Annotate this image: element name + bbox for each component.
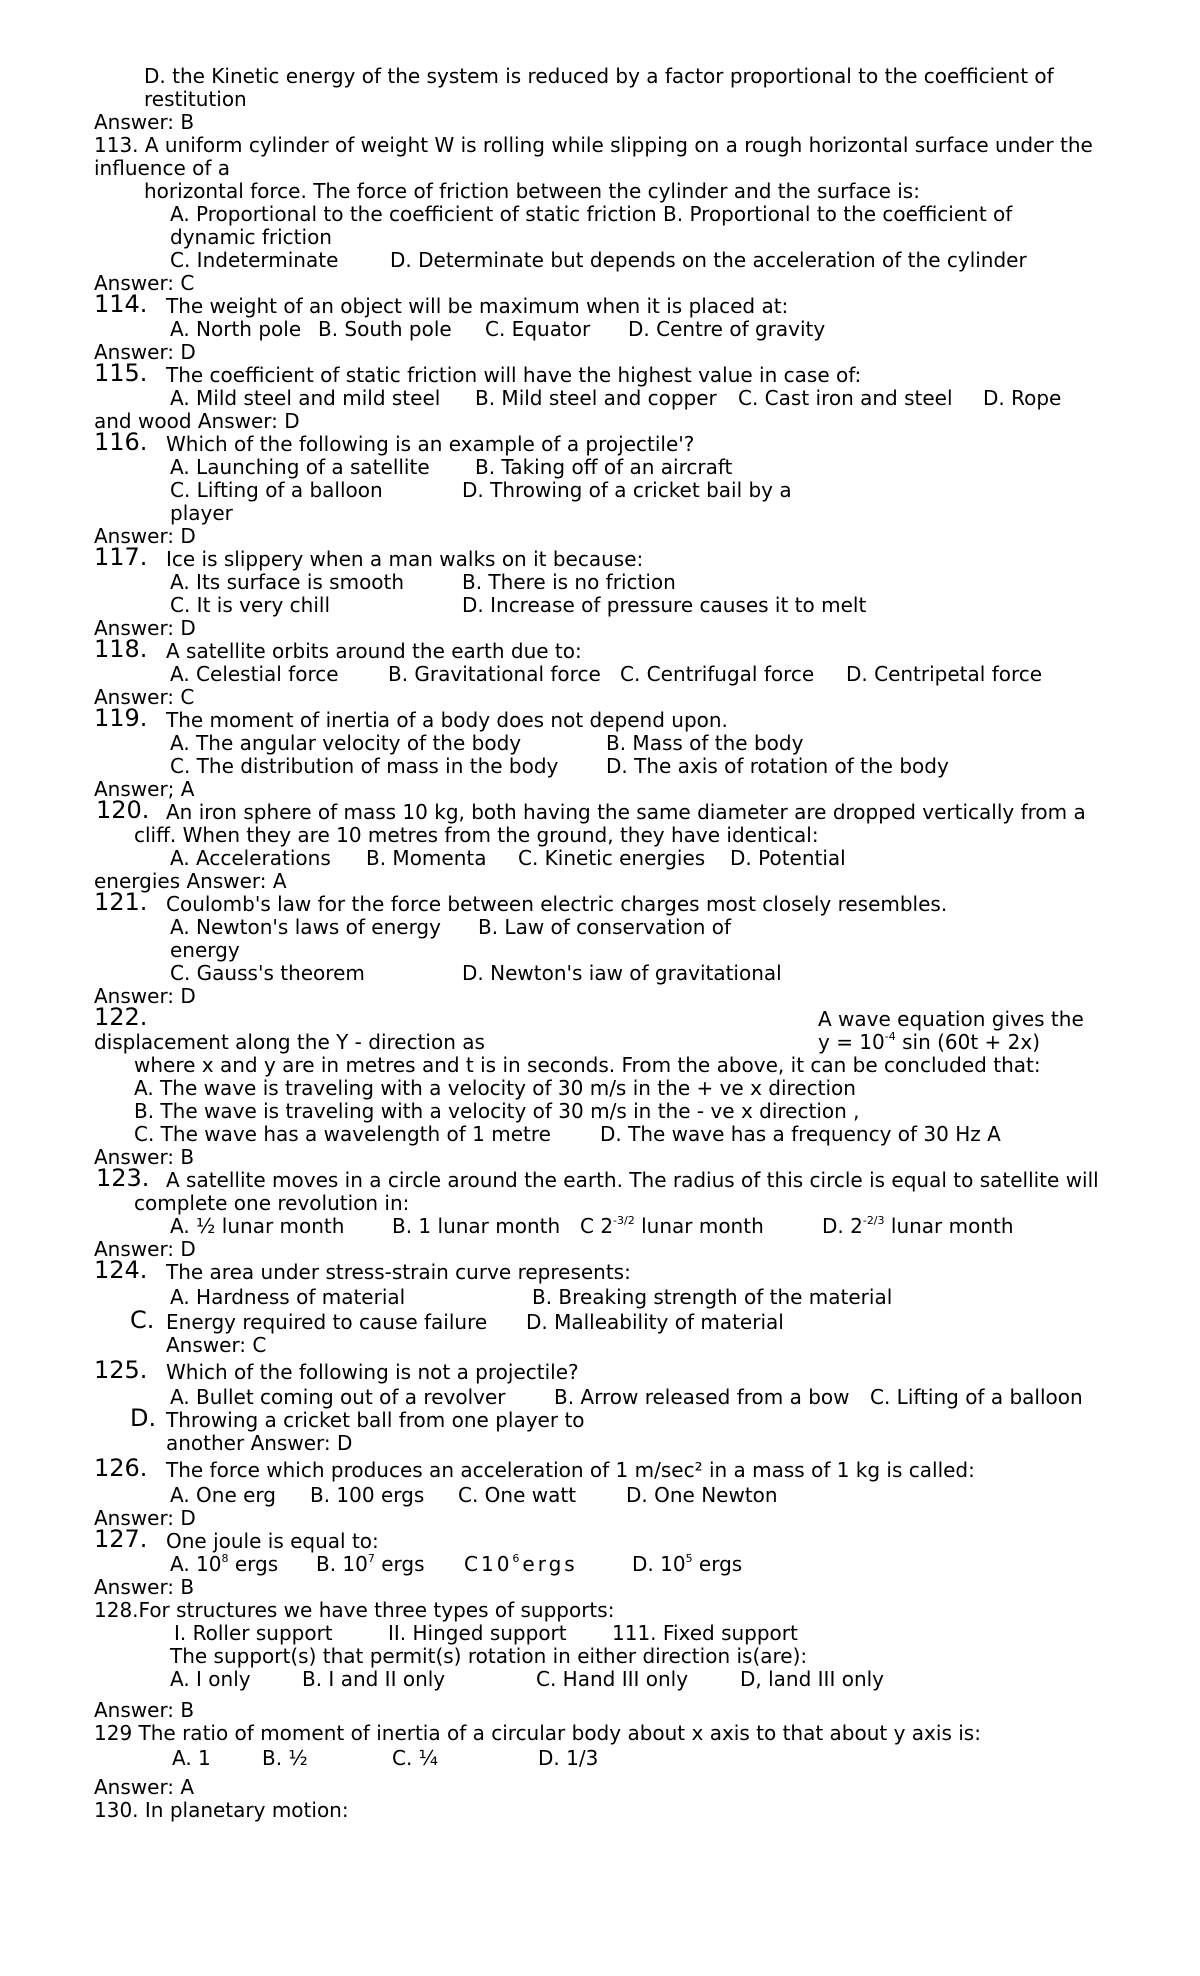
answer-119: Answer; A (94, 777, 195, 801)
q128-option-d: D, land III only (740, 1667, 885, 1691)
q126-option-c: C. One watt (458, 1483, 577, 1507)
q124-option-c: Energy required to cause failure (166, 1310, 488, 1334)
q113-option-c: C. Indeterminate (170, 248, 339, 272)
q116-option-a: A. Launching of a satellite (170, 455, 430, 479)
question-118: A satellite orbits around the earth due to: (166, 639, 582, 663)
question-number-122: 122. (94, 1003, 148, 1031)
q117-option-b: B. There is no friction (462, 570, 676, 594)
q122-option-a: A. The wave is traveling with a velocity of 30 m/s in the + ve x direction (134, 1076, 856, 1100)
q119-option-d: D. The axis of rotation of the body (606, 754, 949, 778)
question-119: The moment of inertia of a body does not depend upon. (166, 708, 728, 732)
q115-option-d: D. Rope (983, 386, 1062, 410)
q128-option-b: B. I and II only (302, 1667, 446, 1691)
q123-option-d: D. $2^{-2/3}$ lunar month (822, 1214, 1014, 1238)
q128-support-ii: II. Hinged support (388, 1621, 567, 1645)
q120-option-a: A. Accelerations (170, 846, 331, 870)
q125-option-b: B. Arrow released from a bow (554, 1385, 850, 1409)
question-117: Ice is slippery when a man walks on it because: (166, 547, 644, 571)
q118-option-b: B. Gravitational force (388, 662, 601, 686)
answer-127: Answer: B (94, 1575, 195, 1599)
q122-option-c: C. The wave has a wavelength of 1 metre (134, 1122, 551, 1146)
q129-option-a: A. 1 (172, 1746, 211, 1770)
q119-option-c: C. The distribution of mass in the body (170, 754, 559, 778)
q124-option-b: B. Breaking strength of the material (532, 1285, 893, 1309)
question-123: A satellite moves in a circle around the earth. The radius of this circle is equal to satellite will (166, 1168, 1099, 1192)
q126-option-d: D. One Newton (626, 1483, 778, 1507)
question-113: 113. A uniform cylinder of weight W is rolling while slipping on a rough horizontal surface under the (94, 133, 1093, 157)
q118-option-d: D. Centripetal force (846, 662, 1043, 686)
q124-option-c-letter: C. (130, 1306, 155, 1334)
q125-option-d: Throwing a cricket ball from one player to (166, 1408, 585, 1432)
answer-117: Answer: D (94, 616, 196, 640)
q113-option-d: D. Determinate but depends on the acceleration of the cylinder (390, 248, 1027, 272)
answer-120: energies Answer: A (94, 869, 287, 893)
question-122-cont: displacement along the Y - direction as (94, 1030, 485, 1054)
q123-option-c: C $2^{-3/2}$ lunar month (580, 1214, 764, 1238)
question-122-cont-2: where x and y are in metres and t is in seconds. From the above, it can be concluded that: (134, 1053, 1041, 1077)
q124-option-a: A. Hardness of material (170, 1285, 406, 1309)
q114-option-b: B. South pole (318, 317, 452, 341)
q121-option-d: D. Newton's iaw of gravitational (462, 961, 782, 985)
q126-option-a: A. One erg (170, 1483, 276, 1507)
question-number-116: 116. (94, 428, 148, 456)
q114-option-d: D. Centre of gravity (628, 317, 826, 341)
q125-option-d-letter: D. (130, 1404, 157, 1432)
q114-option-c: C. Equator (485, 317, 591, 341)
q121-option-b: B. Law of conservation of (478, 915, 732, 939)
q114-option-a: A. North pole (170, 317, 302, 341)
q122-option-d: D. The wave has a frequency of 30 Hz A (600, 1122, 1001, 1146)
answer-114: Answer: D (94, 340, 196, 364)
answer-113: Answer: C (94, 271, 195, 295)
q127-option-c: $C10^6ergs$ (464, 1552, 578, 1576)
q119-option-a: A. The angular velocity of the body (170, 731, 522, 755)
q116-option-b: B. Taking off of an aircraft (475, 455, 733, 479)
question-126: The force which produces an acceleration of 1 m/sec² in a mass of 1 kg is called: (166, 1458, 975, 1482)
q113-options-ab-cont: dynamic friction (170, 225, 332, 249)
q128-support-i: I. Roller support (174, 1621, 333, 1645)
question-number-127: 127. (94, 1525, 148, 1553)
q115-option-b: B. Mild steel and copper (475, 386, 717, 410)
q121-option-b-cont: energy (170, 938, 240, 962)
question-128: 128.For structures we have three types of supports: (94, 1598, 615, 1622)
q128-option-c: C. Hand III only (536, 1667, 689, 1691)
option-d-line: D. the Kinetic energy of the system is reduced by a factor proportional to the coefficient of (144, 64, 1054, 88)
q128-option-a: A. I only (170, 1667, 251, 1691)
question-130: 130. In planetary motion: (94, 1798, 349, 1822)
wave-equation: $y = 10^{-4}$ sin (60t + 2x) (818, 1030, 1041, 1054)
q129-option-d: D. 1/3 (538, 1746, 599, 1770)
q127-option-b: B. $10^7$ ergs (316, 1552, 425, 1576)
q121-option-a: A. Newton's laws of energy (170, 915, 441, 939)
answer-122: Answer: B (94, 1145, 195, 1169)
question-number-120: 120. (96, 796, 150, 824)
q115-option-a: A. Mild steel and mild steel (170, 386, 441, 410)
q127-option-d: D. $10^5$ ergs (632, 1552, 743, 1576)
question-113-cont: influence of a (94, 156, 231, 180)
q124-option-d: D. Malleability of material (526, 1310, 784, 1334)
question-115: The coefficient of static friction will have the highest value in case of: (166, 363, 862, 387)
q118-option-a: A. Celestial force (170, 662, 339, 686)
q123-option-a: A. ½ lunar month (170, 1214, 345, 1238)
question-number-114: 114. (94, 290, 148, 318)
q120-option-d: D. Potential (730, 846, 846, 870)
answer-129: Answer: A (94, 1775, 195, 1799)
answer-121: Answer: D (94, 984, 196, 1008)
question-number-126: 126. (94, 1454, 148, 1482)
q126-option-b: B. 100 ergs (310, 1483, 425, 1507)
q129-option-c: C. ¼ (392, 1746, 439, 1770)
q117-option-a: A. Its surface is smooth (170, 570, 405, 594)
question-116: Which of the following is an example of a projectile'? (166, 432, 695, 456)
option-d-continuation: restitution (144, 87, 247, 111)
question-121: Coulomb's law for the force between electric charges most closely resembles. (166, 892, 948, 916)
q120-option-c: C. Kinetic energies (518, 846, 706, 870)
answer-118: Answer: C (94, 685, 195, 709)
question-number-124: 124. (94, 1256, 148, 1284)
q113-options-ab: A. Proportional to the coefficient of static friction B. Proportional to the coefficient of (170, 202, 1013, 226)
q116-option-d: D. Throwing of a cricket bail by a (462, 478, 792, 502)
question-number-123: 123. (96, 1164, 150, 1192)
q129-option-b: B. ½ (262, 1746, 308, 1770)
answer-125: another Answer: D (166, 1431, 353, 1455)
answer-123: Answer: D (94, 1237, 196, 1261)
question-122: A wave equation gives the (818, 1007, 1084, 1031)
question-129: 129 The ratio of moment of inertia of a circular body about x axis to that about y axis is: (94, 1721, 981, 1745)
answer-124: Answer: C (166, 1333, 267, 1357)
q128-support-iii: 111. Fixed support (612, 1621, 798, 1645)
q125-option-a: A. Bullet coming out of a revolver (170, 1385, 506, 1409)
question-number-121: 121. (94, 888, 148, 916)
answer-115: and wood Answer: D (94, 409, 300, 433)
q119-option-b: B. Mass of the body (606, 731, 804, 755)
answer-112: Answer: B (94, 110, 195, 134)
q116-option-c: C. Lifting of a balloon (170, 478, 383, 502)
q116-option-d-cont: player (170, 501, 233, 525)
question-number-117: 117. (94, 543, 148, 571)
answer-128: Answer: B (94, 1698, 195, 1722)
question-120-cont: cliff. When they are 10 metres from the ground, they have identical: (134, 823, 819, 847)
q117-option-d: D. Increase of pressure causes it to melt (462, 593, 867, 617)
question-number-125: 125. (94, 1356, 148, 1384)
answer-126: Answer: D (94, 1506, 196, 1530)
q120-option-b: B. Momenta (366, 846, 487, 870)
q121-option-c: C. Gauss's theorem (170, 961, 365, 985)
question-number-118: 118. (94, 635, 148, 663)
question-114: The weight of an object will be maximum when it is placed at: (166, 294, 789, 318)
q117-option-c: C. It is very chill (170, 593, 331, 617)
q115-option-c: C. Cast iron and steel (738, 386, 953, 410)
answer-116: Answer: D (94, 524, 196, 548)
question-125: Which of the following is not a projectile? (166, 1360, 579, 1384)
question-127: One joule is equal to: (166, 1529, 379, 1553)
q125-option-c: C. Lifting of a balloon (870, 1385, 1083, 1409)
question-124: The area under stress-strain curve represents: (166, 1260, 631, 1284)
question-123-cont: complete one revolution in: (134, 1191, 410, 1215)
question-number-119: 119. (94, 704, 148, 732)
question-128-cont: The support(s) that permit(s) rotation in either direction is(are): (170, 1644, 808, 1668)
question-113-cont-2: horizontal force. The force of friction between the cylinder and the surface is: (144, 179, 920, 203)
q123-option-b: B. 1 lunar month (392, 1214, 561, 1238)
q122-option-b: B. The wave is traveling with a velocity of 30 m/s in the - ve x direction , (134, 1099, 860, 1123)
question-120: An iron sphere of mass 10 kg, both having the same diameter are dropped vertically from a (166, 800, 1086, 824)
question-number-115: 115. (94, 359, 148, 387)
q118-option-c: C. Centrifugal force (620, 662, 815, 686)
q127-option-a: A. $10^8$ ergs (170, 1552, 279, 1576)
